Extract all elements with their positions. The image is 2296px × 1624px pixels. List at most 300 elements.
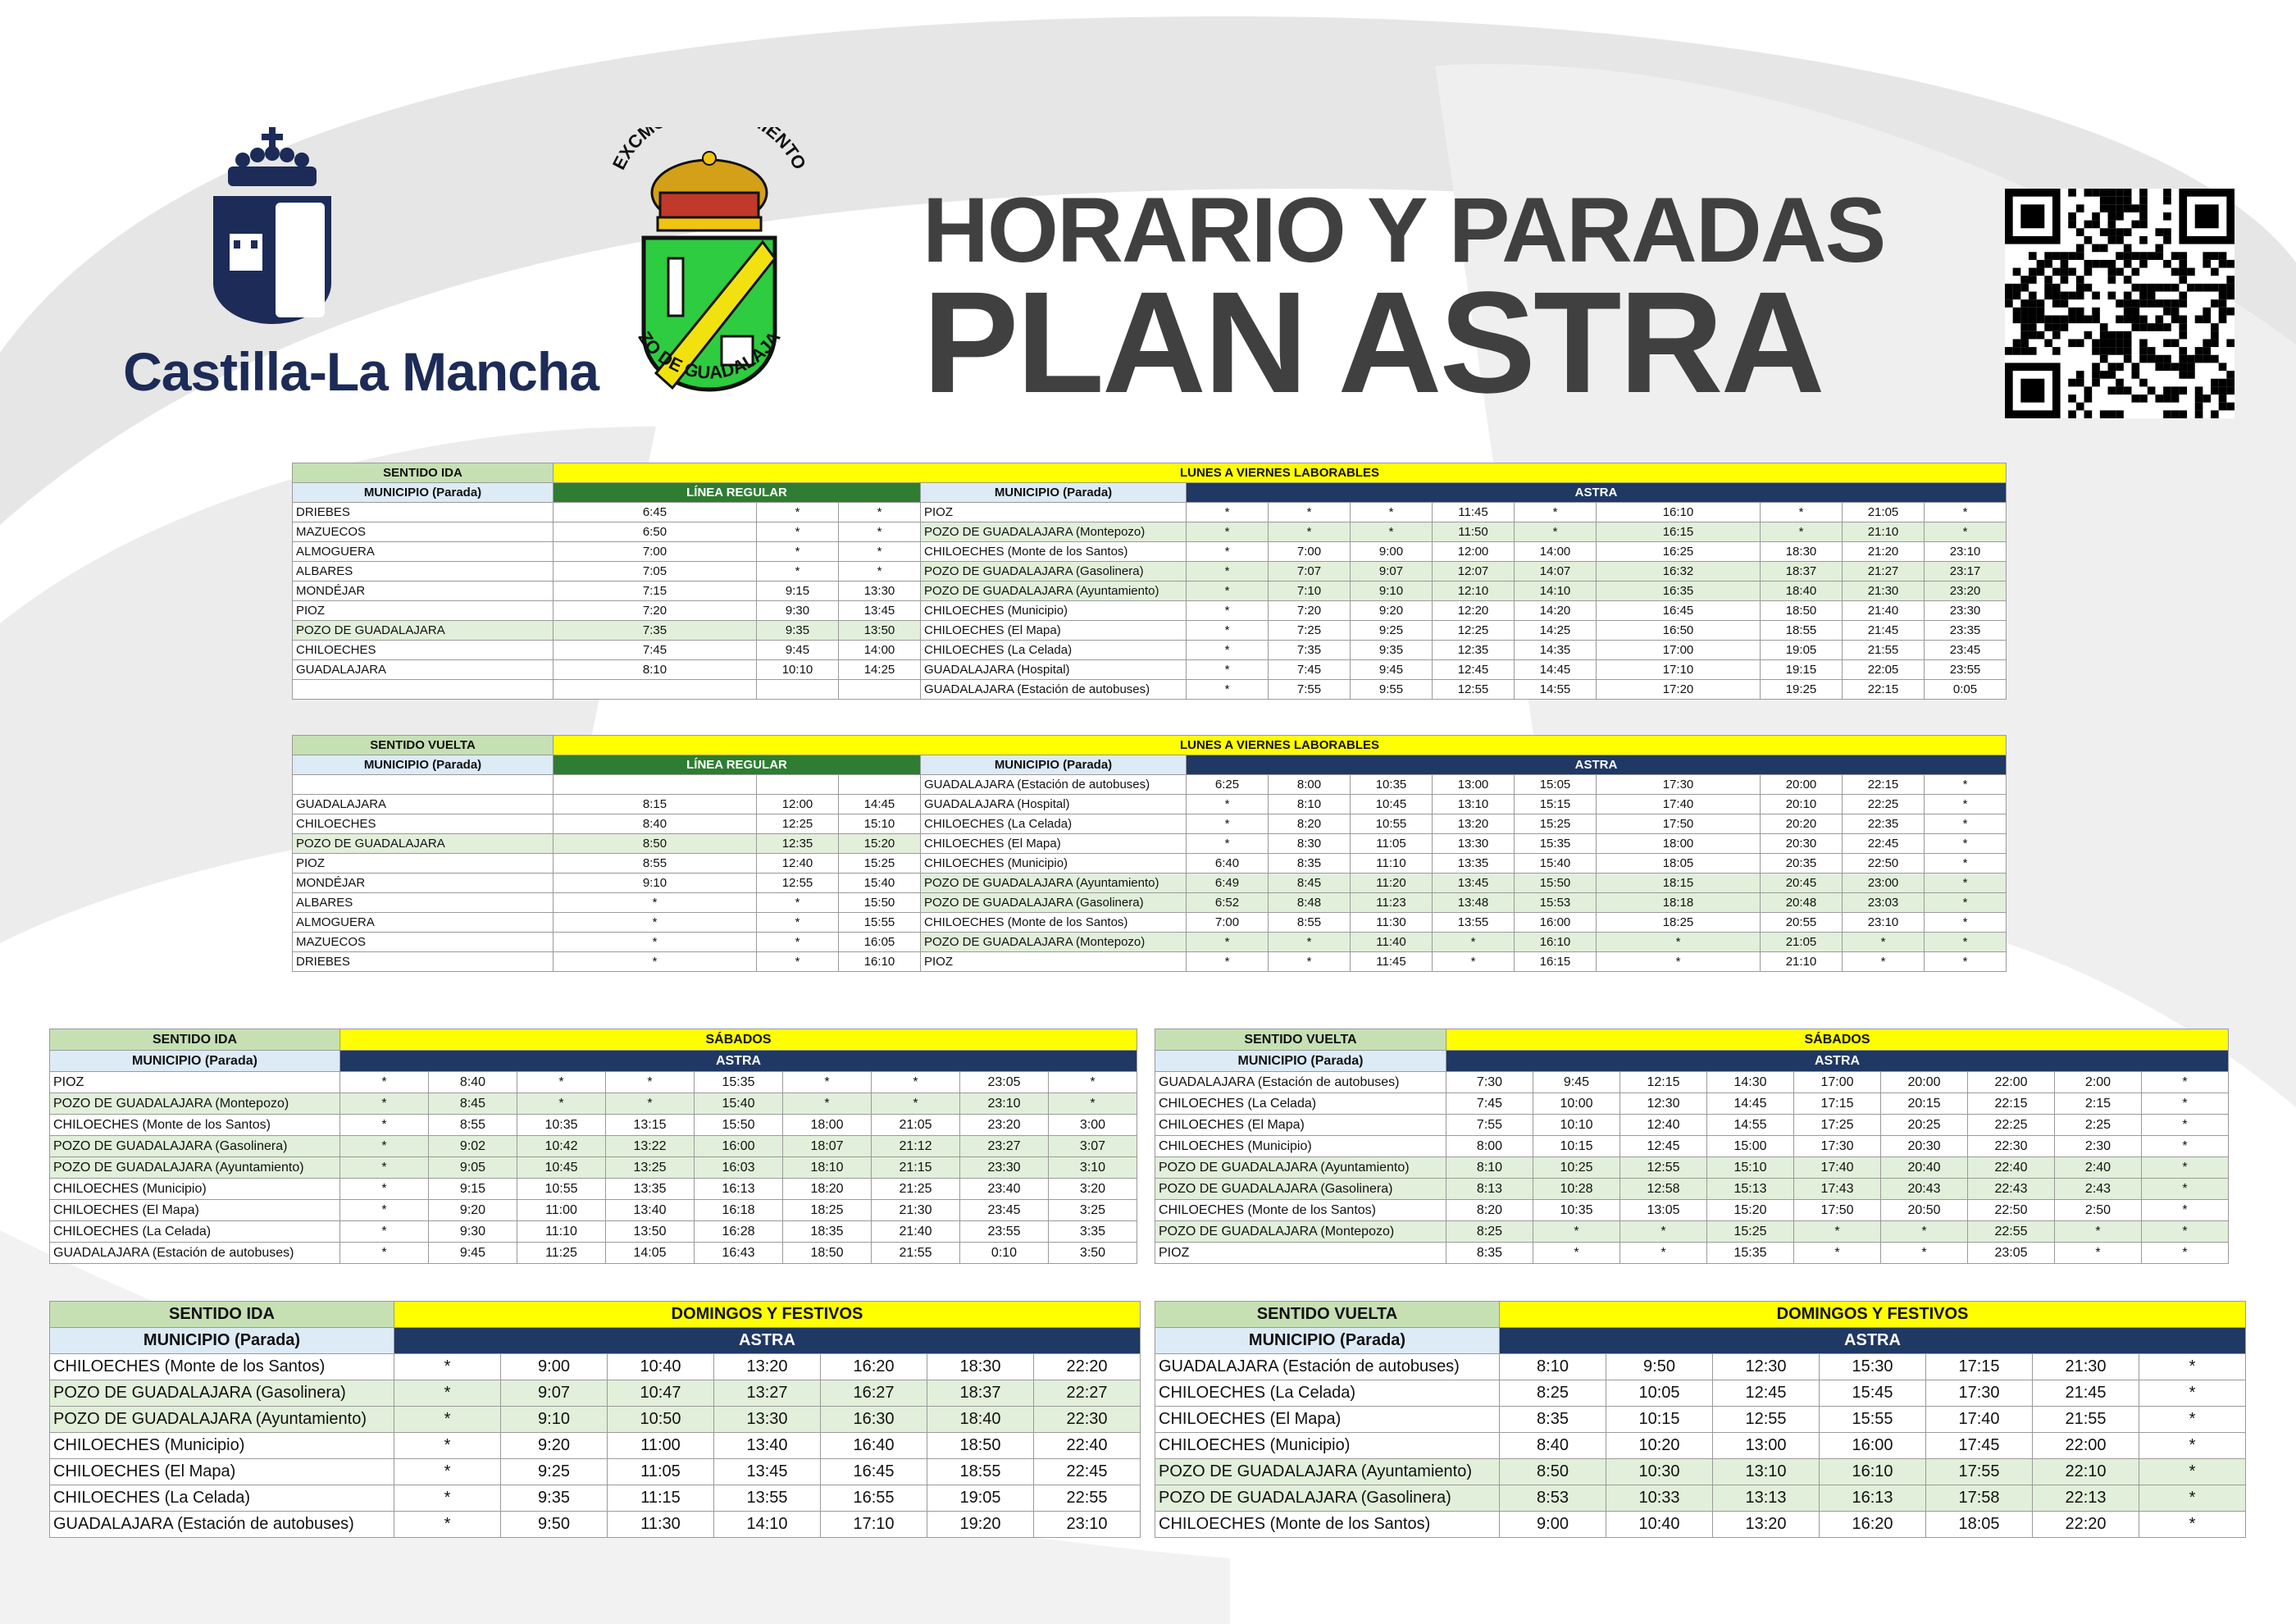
time-cell: 7:25 — [1269, 621, 1351, 641]
time-cell: 15:10 — [839, 814, 921, 834]
time-cell: 14:00 — [1515, 542, 1597, 562]
time-cell: 17:40 — [1597, 795, 1761, 814]
stop-name: POZO DE GUADALAJARA (Montepozo) — [921, 933, 1187, 952]
stop-name: GUADALAJARA (Estación de autobuses) — [50, 1243, 340, 1264]
time-cell: 21:45 — [2033, 1380, 2139, 1407]
region-name: Castilla-La Mancha — [123, 341, 599, 402]
time-cell: * — [2142, 1243, 2229, 1264]
time-cell: 13:45 — [839, 601, 921, 621]
table-row — [50, 1512, 1141, 1538]
sentido-label: SENTIDO VUELTA — [1155, 1302, 1500, 1328]
stop-name: CHILOECHES (Monte de los Santos) — [921, 913, 1187, 933]
time-cell: 7:55 — [1269, 680, 1351, 700]
sentido-label: SENTIDO IDA — [50, 1029, 340, 1051]
time-cell: * — [1269, 522, 1351, 542]
stop-name: CHILOECHES (La Celada) — [50, 1485, 394, 1512]
time-cell: 13:50 — [606, 1221, 695, 1243]
time-cell: 15:40 — [695, 1093, 783, 1115]
time-cell: 16:03 — [695, 1157, 783, 1179]
stop-name: PIOZ — [921, 503, 1187, 522]
time-cell: * — [1515, 503, 1597, 522]
time-cell: * — [554, 893, 757, 913]
time-cell: 15:40 — [839, 874, 921, 893]
time-cell: 22:50 — [1843, 854, 1925, 874]
table-row — [1155, 1433, 2246, 1459]
time-cell: 18:25 — [783, 1200, 872, 1221]
time-cell: 19:20 — [927, 1512, 1034, 1538]
stop-name: GUADALAJARA (Hospital) — [921, 660, 1187, 680]
time-cell: 21:55 — [1843, 641, 1925, 660]
table-row — [50, 1221, 1137, 1243]
time-cell: 15:13 — [1707, 1179, 1794, 1200]
time-cell: 8:35 — [1500, 1407, 1606, 1433]
time-cell: * — [1269, 503, 1351, 522]
time-cell: 10:10 — [1533, 1115, 1620, 1136]
table-row — [50, 1136, 1137, 1157]
time-cell: 20:00 — [1761, 775, 1843, 795]
time-cell: 13:27 — [714, 1380, 821, 1407]
time-cell: * — [757, 952, 839, 972]
time-cell: 22:25 — [1843, 795, 1925, 814]
time-cell: 9:35 — [1351, 641, 1433, 660]
table-row — [293, 582, 2007, 601]
time-cell: 13:35 — [1433, 854, 1515, 874]
stop-name: CHILOECHES (El Mapa) — [921, 621, 1187, 641]
time-cell: 10:00 — [1533, 1093, 1620, 1115]
time-cell: * — [2142, 1072, 2229, 1093]
table-row — [293, 814, 2007, 834]
time-cell: 23:17 — [1925, 562, 2007, 582]
time-cell: * — [2142, 1157, 2229, 1179]
time-cell: 22:55 — [1034, 1485, 1141, 1512]
time-cell: 2:00 — [2055, 1072, 2142, 1093]
time-cell: 11:00 — [608, 1433, 714, 1459]
time-cell: 23:20 — [960, 1115, 1049, 1136]
time-cell: 12:55 — [1620, 1157, 1707, 1179]
time-cell: 15:55 — [1820, 1407, 1926, 1433]
time-cell: * — [1187, 641, 1269, 660]
time-cell: * — [394, 1407, 501, 1433]
time-cell: 15:35 — [1707, 1243, 1794, 1264]
time-cell: * — [1620, 1221, 1707, 1243]
time-cell: 10:33 — [1606, 1485, 1713, 1512]
time-cell: 22:15 — [1843, 775, 1925, 795]
time-cell: 9:07 — [501, 1380, 608, 1407]
qr-code-icon — [2005, 189, 2234, 418]
time-cell: 2:30 — [2055, 1136, 2142, 1157]
time-cell: 15:50 — [695, 1115, 783, 1136]
time-cell: 20:48 — [1761, 893, 1843, 913]
time-cell: * — [2139, 1485, 2246, 1512]
time-cell: 23:10 — [1925, 542, 2007, 562]
time-cell: 8:20 — [1446, 1200, 1533, 1221]
time-cell: 20:20 — [1761, 814, 1843, 834]
time-cell: 10:28 — [1533, 1179, 1620, 1200]
time-cell: 13:13 — [1713, 1485, 1820, 1512]
time-cell: 15:25 — [1707, 1221, 1794, 1243]
time-cell: 17:50 — [1794, 1200, 1881, 1221]
time-cell — [839, 680, 921, 700]
table-row — [1155, 1072, 2229, 1093]
time-cell: 12:55 — [1433, 680, 1515, 700]
stop-name: POZO DE GUADALAJARA — [293, 621, 554, 641]
table-row — [293, 795, 2007, 814]
sunday-vuelta-table — [1155, 1301, 2246, 1538]
time-cell: 6:45 — [554, 503, 757, 522]
time-cell: 9:50 — [501, 1512, 608, 1538]
time-cell: 16:18 — [695, 1200, 783, 1221]
sunday-ida-table — [49, 1301, 1141, 1538]
time-cell: * — [1187, 503, 1269, 522]
stop-name: POZO DE GUADALAJARA (Gasolinera) — [50, 1136, 340, 1157]
stop-name: CHILOECHES (Monte de los Santos) — [1155, 1200, 1446, 1221]
time-cell: 8:10 — [1500, 1354, 1606, 1380]
time-cell: * — [1925, 834, 2007, 854]
stop-name: POZO DE GUADALAJARA (Ayuntamiento) — [50, 1407, 394, 1433]
time-cell: 13:50 — [839, 621, 921, 641]
weekday-vuelta-section — [292, 735, 2007, 972]
time-cell: 14:07 — [1515, 562, 1597, 582]
time-cell: 14:00 — [839, 641, 921, 660]
stop-name: POZO DE GUADALAJARA (Ayuntamiento) — [50, 1157, 340, 1179]
time-cell: 23:40 — [960, 1179, 1049, 1200]
stop-name: CHILOECHES (Municipio) — [1155, 1433, 1500, 1459]
time-cell: 8:00 — [1446, 1136, 1533, 1157]
time-cell: 18:37 — [1761, 562, 1843, 582]
table-row — [50, 1433, 1141, 1459]
time-cell: * — [1187, 933, 1269, 952]
qr-code[interactable] — [2005, 189, 2234, 418]
table-row — [1155, 1221, 2229, 1243]
time-cell: * — [340, 1243, 429, 1264]
table-row — [293, 542, 2007, 562]
stop-name: CHILOECHES (La Celada) — [921, 814, 1187, 834]
time-cell: 15:25 — [1515, 814, 1597, 834]
table-row — [1155, 1093, 2229, 1115]
time-cell: * — [839, 503, 921, 522]
stop-name: CHILOECHES (Monte de los Santos) — [1155, 1512, 1500, 1538]
time-cell: * — [1187, 680, 1269, 700]
stop-name: CHILOECHES — [293, 814, 554, 834]
time-cell: 15:00 — [1707, 1136, 1794, 1157]
time-cell: 10:25 — [1533, 1157, 1620, 1179]
time-cell: 16:30 — [821, 1407, 927, 1433]
time-cell: 13:45 — [1433, 874, 1515, 893]
time-cell: * — [394, 1380, 501, 1407]
time-cell: 23:27 — [960, 1136, 1049, 1157]
time-cell: 12:55 — [1713, 1407, 1820, 1433]
stop-name: POZO DE GUADALAJARA (Gasolinera) — [921, 893, 1187, 913]
time-cell: 8:40 — [554, 814, 757, 834]
time-cell: 11:40 — [1351, 933, 1433, 952]
time-cell: 18:18 — [1597, 893, 1761, 913]
time-cell: 15:50 — [1515, 874, 1597, 893]
time-cell: 12:25 — [1433, 621, 1515, 641]
time-cell: 15:15 — [1515, 795, 1597, 814]
stop-name: CHILOECHES (Municipio) — [50, 1433, 394, 1459]
time-cell: 0:10 — [960, 1243, 1049, 1264]
time-cell: * — [394, 1512, 501, 1538]
stop-name: POZO DE GUADALAJARA (Ayuntamiento) — [1155, 1157, 1446, 1179]
time-cell: 8:55 — [554, 854, 757, 874]
stop-name: CHILOECHES (El Mapa) — [921, 834, 1187, 854]
time-cell: 9:20 — [429, 1200, 517, 1221]
time-cell: * — [1187, 601, 1269, 621]
table-row — [293, 913, 2007, 933]
time-cell: 16:10 — [839, 952, 921, 972]
time-cell: * — [2139, 1459, 2246, 1485]
table-row — [293, 933, 2007, 952]
time-cell: 8:10 — [1269, 795, 1351, 814]
time-cell: * — [1533, 1243, 1620, 1264]
time-cell: 12:40 — [757, 854, 839, 874]
time-cell: 22:05 — [1843, 660, 1925, 680]
table-row — [293, 893, 2007, 913]
time-cell: 17:40 — [1926, 1407, 2033, 1433]
time-cell: * — [1187, 522, 1269, 542]
time-cell: 12:58 — [1620, 1179, 1707, 1200]
time-cell: 12:10 — [1433, 582, 1515, 601]
time-cell: 7:07 — [1269, 562, 1351, 582]
time-cell: 18:07 — [783, 1136, 872, 1157]
time-cell: 23:55 — [1925, 660, 2007, 680]
table-row — [293, 680, 2007, 700]
time-cell: 15:40 — [1515, 854, 1597, 874]
saturday-vuelta-section — [1155, 1029, 2229, 1264]
time-cell: 10:55 — [517, 1179, 606, 1200]
time-cell: 15:25 — [839, 854, 921, 874]
time-cell: 16:55 — [821, 1485, 927, 1512]
time-cell: * — [1881, 1221, 1968, 1243]
time-cell: * — [394, 1459, 501, 1485]
table-row — [50, 1380, 1141, 1407]
time-cell: 12:35 — [757, 834, 839, 854]
stop-name: CHILOECHES (La Celada) — [1155, 1093, 1446, 1115]
time-cell: * — [517, 1072, 606, 1093]
time-cell: 13:20 — [714, 1354, 821, 1380]
time-cell: 21:55 — [2033, 1407, 2139, 1433]
time-cell: 7:45 — [1446, 1093, 1533, 1115]
time-cell: 13:15 — [606, 1115, 695, 1136]
time-cell: * — [1761, 503, 1843, 522]
time-cell: * — [757, 893, 839, 913]
time-cell: * — [1925, 952, 2007, 972]
time-cell: * — [340, 1136, 429, 1157]
time-cell: 22:00 — [2033, 1433, 2139, 1459]
time-cell: 22:35 — [1843, 814, 1925, 834]
table-row — [293, 562, 2007, 582]
time-cell: 23:03 — [1843, 893, 1925, 913]
sunday-ida-section — [49, 1301, 1141, 1538]
municipio-header: MUNICIPIO (Parada) — [1155, 1328, 1500, 1354]
table-row — [293, 641, 2007, 660]
stop-name: GUADALAJARA — [293, 660, 554, 680]
time-cell: 9:02 — [429, 1136, 517, 1157]
time-cell: 7:10 — [1269, 582, 1351, 601]
time-cell: * — [394, 1433, 501, 1459]
time-cell: 17:43 — [1794, 1179, 1881, 1200]
time-cell: 11:30 — [608, 1512, 714, 1538]
time-cell: 16:27 — [821, 1380, 927, 1407]
time-cell: 9:15 — [757, 582, 839, 601]
time-cell: * — [1925, 933, 2007, 952]
stop-name — [293, 680, 554, 700]
time-cell: 20:30 — [1881, 1136, 1968, 1157]
table-row — [1155, 1179, 2229, 1200]
stop-name: MAZUECOS — [293, 522, 554, 542]
time-cell: * — [757, 522, 839, 542]
day-type-label: DOMINGOS Y FESTIVOS — [394, 1302, 1141, 1328]
time-cell: * — [839, 562, 921, 582]
time-cell: 12:55 — [757, 874, 839, 893]
time-cell: * — [783, 1093, 872, 1115]
time-cell: 7:00 — [1269, 542, 1351, 562]
time-cell: 10:15 — [1533, 1136, 1620, 1157]
time-cell: 9:00 — [1351, 542, 1433, 562]
time-cell: 16:20 — [1820, 1512, 1926, 1538]
table-row — [293, 621, 2007, 641]
weekday-ida-table — [292, 463, 2007, 700]
stop-name — [293, 775, 554, 795]
time-cell: 16:32 — [1597, 562, 1761, 582]
time-cell: 18:00 — [1597, 834, 1761, 854]
time-cell: 22:20 — [1034, 1354, 1141, 1380]
time-cell: * — [1597, 933, 1761, 952]
time-cell: 16:40 — [821, 1433, 927, 1459]
time-cell: 3:10 — [1049, 1157, 1137, 1179]
time-cell: 8:53 — [1500, 1485, 1606, 1512]
time-cell: * — [872, 1093, 960, 1115]
time-cell: * — [1187, 562, 1269, 582]
stop-name: CHILOECHES (El Mapa) — [50, 1200, 340, 1221]
time-cell: 9:45 — [757, 641, 839, 660]
time-cell: 18:05 — [1597, 854, 1761, 874]
time-cell: * — [1843, 952, 1925, 972]
time-cell: 16:25 — [1597, 542, 1761, 562]
time-cell: * — [757, 933, 839, 952]
time-cell: 3:50 — [1049, 1243, 1137, 1264]
day-type-label: SÁBADOS — [1446, 1029, 2229, 1051]
table-row — [293, 874, 2007, 893]
time-cell: 6:52 — [1187, 893, 1269, 913]
time-cell: 22:15 — [1968, 1093, 2055, 1115]
stop-name: CHILOECHES (Monte de los Santos) — [921, 542, 1187, 562]
time-cell: 20:35 — [1761, 854, 1843, 874]
time-cell: 20:55 — [1761, 913, 1843, 933]
time-cell: * — [2142, 1093, 2229, 1115]
time-cell: * — [2142, 1136, 2229, 1157]
municipio-header: MUNICIPIO (Parada) — [921, 755, 1187, 775]
stop-name: MONDÉJAR — [293, 582, 554, 601]
table-row — [293, 503, 2007, 522]
time-cell: 8:35 — [1269, 854, 1351, 874]
sentido-label: SENTIDO IDA — [50, 1302, 394, 1328]
time-cell: * — [2139, 1354, 2246, 1380]
time-cell: * — [1925, 522, 2007, 542]
time-cell: * — [554, 933, 757, 952]
saturday-ida-table — [49, 1029, 1137, 1264]
time-cell: 21:40 — [872, 1221, 960, 1243]
time-cell: 8:55 — [429, 1115, 517, 1136]
linea-regular-header: LÍNEA REGULAR — [554, 755, 921, 775]
time-cell: 11:23 — [1351, 893, 1433, 913]
stop-name: CHILOECHES (Municipio) — [921, 854, 1187, 874]
stop-name: MAZUECOS — [293, 933, 554, 952]
table-row — [1155, 1354, 2246, 1380]
day-type-label: DOMINGOS Y FESTIVOS — [1500, 1302, 2246, 1328]
time-cell: 8:20 — [1269, 814, 1351, 834]
time-cell: 9:00 — [501, 1354, 608, 1380]
time-cell: 20:45 — [1761, 874, 1843, 893]
time-cell: 10:47 — [608, 1380, 714, 1407]
time-cell: 12:30 — [1713, 1354, 1820, 1380]
title-line-1: HORARIO Y PARADAS — [922, 179, 1885, 281]
time-cell: * — [1515, 522, 1597, 542]
time-cell: 18:55 — [927, 1459, 1034, 1485]
time-cell: 13:45 — [714, 1459, 821, 1485]
time-cell — [554, 680, 757, 700]
time-cell: 9:35 — [757, 621, 839, 641]
time-cell: 21:15 — [872, 1157, 960, 1179]
time-cell: 8:10 — [1446, 1157, 1533, 1179]
time-cell: 11:45 — [1433, 503, 1515, 522]
time-cell: 8:25 — [1446, 1221, 1533, 1243]
time-cell: 18:30 — [927, 1354, 1034, 1380]
stop-name: PIOZ — [50, 1072, 340, 1093]
time-cell: 17:15 — [1926, 1354, 2033, 1380]
time-cell: * — [394, 1485, 501, 1512]
stop-name: PIOZ — [293, 601, 554, 621]
title-line-2: PLAN ASTRA — [922, 262, 1823, 423]
time-cell: 9:45 — [1351, 660, 1433, 680]
time-cell: * — [839, 522, 921, 542]
stop-name: CHILOECHES (Monte de los Santos) — [50, 1115, 340, 1136]
time-cell: 21:05 — [1761, 933, 1843, 952]
time-cell: 19:25 — [1761, 680, 1843, 700]
time-cell: 7:00 — [1187, 913, 1269, 933]
stop-name: GUADALAJARA — [293, 795, 554, 814]
time-cell: 22:10 — [2033, 1459, 2139, 1485]
time-cell: 16:15 — [1597, 522, 1761, 542]
time-cell: 22:20 — [2033, 1512, 2139, 1538]
time-cell: 13:30 — [1433, 834, 1515, 854]
municipio-header: MUNICIPIO (Parada) — [921, 483, 1187, 503]
time-cell: 10:35 — [1351, 775, 1433, 795]
time-cell: 11:50 — [1433, 522, 1515, 542]
time-cell: 16:00 — [1820, 1433, 1926, 1459]
time-cell: * — [1597, 952, 1761, 972]
weekday-vuelta-table — [292, 735, 2007, 972]
time-cell: 16:50 — [1597, 621, 1761, 641]
time-cell: * — [783, 1072, 872, 1093]
time-cell: * — [2139, 1433, 2246, 1459]
time-cell: 13:00 — [1713, 1433, 1820, 1459]
time-cell: 16:10 — [1515, 933, 1597, 952]
table-row — [50, 1200, 1137, 1221]
time-cell: 15:53 — [1515, 893, 1597, 913]
time-cell: 23:45 — [1925, 641, 2007, 660]
stop-name: POZO DE GUADALAJARA (Ayuntamiento) — [1155, 1459, 1500, 1485]
time-cell: 14:35 — [1515, 641, 1597, 660]
time-cell: 9:50 — [1606, 1354, 1713, 1380]
time-cell: * — [340, 1157, 429, 1179]
time-cell: 12:20 — [1433, 601, 1515, 621]
time-cell: 19:15 — [1761, 660, 1843, 680]
time-cell: 23:10 — [1843, 913, 1925, 933]
time-cell: 18:40 — [927, 1407, 1034, 1433]
time-cell: * — [757, 503, 839, 522]
time-cell: 18:25 — [1597, 913, 1761, 933]
